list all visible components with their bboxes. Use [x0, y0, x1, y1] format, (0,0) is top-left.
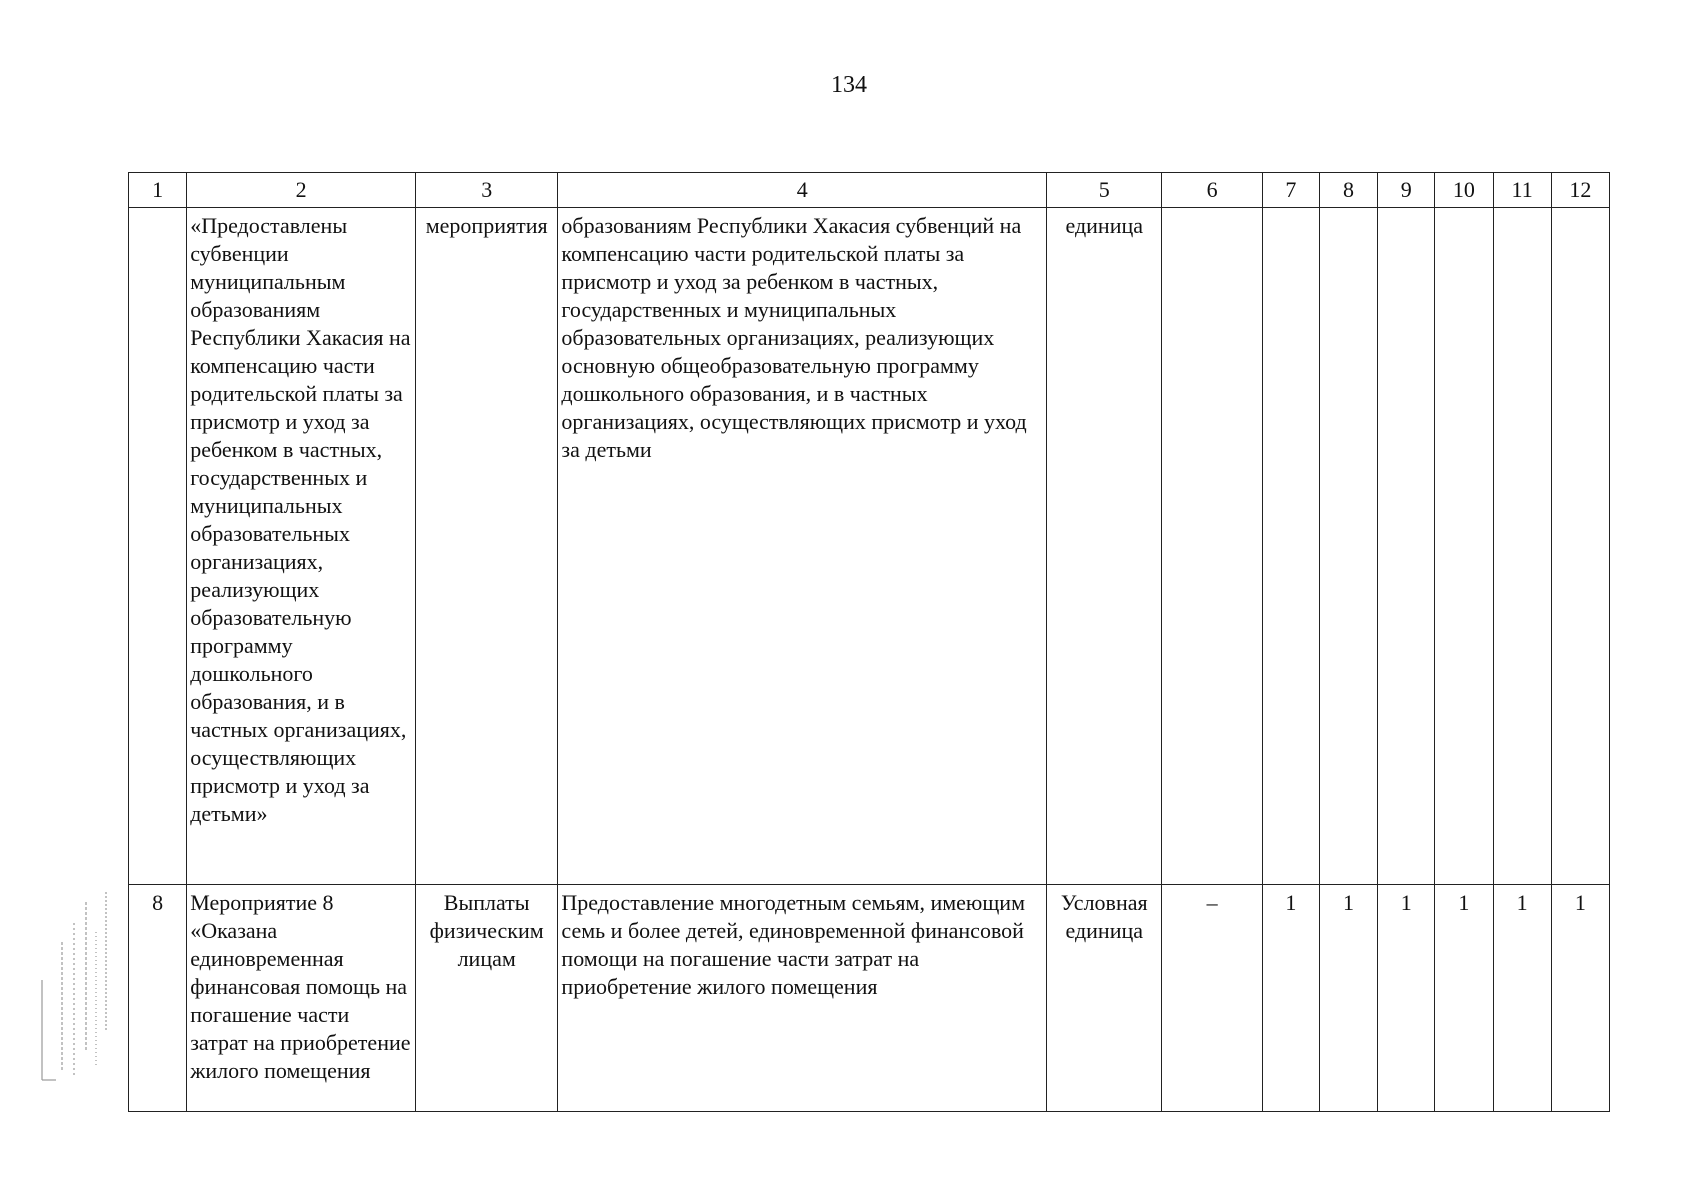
- cell-event-name: Мероприятие 8 «Оказана единовременная финансовая помощь на погашение части затрат на приобретение жилого помещения: [187, 885, 416, 1112]
- cell-value: 1: [1319, 885, 1377, 1112]
- stamp-graphic: [34, 880, 114, 1090]
- table-header-row: [129, 173, 1610, 208]
- cell-value: 1: [1378, 885, 1435, 1112]
- page-number: 134: [831, 72, 867, 98]
- header-cell: 4: [558, 173, 1047, 208]
- cell-value: [1162, 208, 1262, 885]
- table-row: [129, 208, 1610, 885]
- header-cell: 7: [1262, 173, 1319, 208]
- header-cell: 12: [1551, 173, 1609, 208]
- cell-value: [1262, 208, 1319, 885]
- header-cell: 8: [1319, 173, 1377, 208]
- header-cell: 11: [1493, 173, 1551, 208]
- cell-value: –: [1162, 885, 1262, 1112]
- cell-value: 1: [1262, 885, 1319, 1112]
- cell-unit: единица: [1047, 208, 1162, 885]
- header-cell: 9: [1378, 173, 1435, 208]
- cell-type: Выплаты физическим лицам: [415, 885, 557, 1112]
- cell-value: [1551, 208, 1609, 885]
- cell-unit: Условная единица: [1047, 885, 1162, 1112]
- header-cell: 5: [1047, 173, 1162, 208]
- document-table: [128, 172, 1610, 1112]
- cell-value: 1: [1435, 885, 1493, 1112]
- cell-value: 1: [1551, 885, 1609, 1112]
- cell-value: 1: [1493, 885, 1551, 1112]
- cell-type: мероприятия: [415, 208, 557, 885]
- cell-number: 8: [129, 885, 187, 1112]
- header-cell: 2: [187, 173, 416, 208]
- cell-description: образованиям Республики Хакасия субвенций на компенсацию части родительской платы за присмотр и уход за ребенком в частных, государственных и муниципальных образовательных организациях, реализующих основную общеобразовательную программу дошкольного образования, и в частных организациях, осуществляющих присмотр и уход за детьми: [558, 208, 1047, 885]
- cell-value: [1493, 208, 1551, 885]
- header-cell: 6: [1162, 173, 1262, 208]
- cell-number: [129, 208, 187, 885]
- cell-description: Предоставление многодетным семьям, имеющим семь и более детей, единовременной финансовой помощи на погашение части затрат на приобретение жилого помещения: [558, 885, 1047, 1112]
- cell-value: [1319, 208, 1377, 885]
- cell-event-name: «Предоставлены субвенции муниципальным образованиям Республики Хакасия на компенсацию части родительской платы за присмотр и уход за ребенком в частных, государственных и муниципальных образовательных организациях, реализующих образовательную программу дошкольного образования, и в частных организациях, осуществляющих присмотр и уход за детьми»: [187, 208, 416, 885]
- header-cell: 10: [1435, 173, 1493, 208]
- cell-value: [1435, 208, 1493, 885]
- table-row: [129, 885, 1610, 1112]
- header-cell: 3: [415, 173, 557, 208]
- cell-value: [1378, 208, 1435, 885]
- header-cell: 1: [129, 173, 187, 208]
- registration-stamp: [34, 880, 114, 1090]
